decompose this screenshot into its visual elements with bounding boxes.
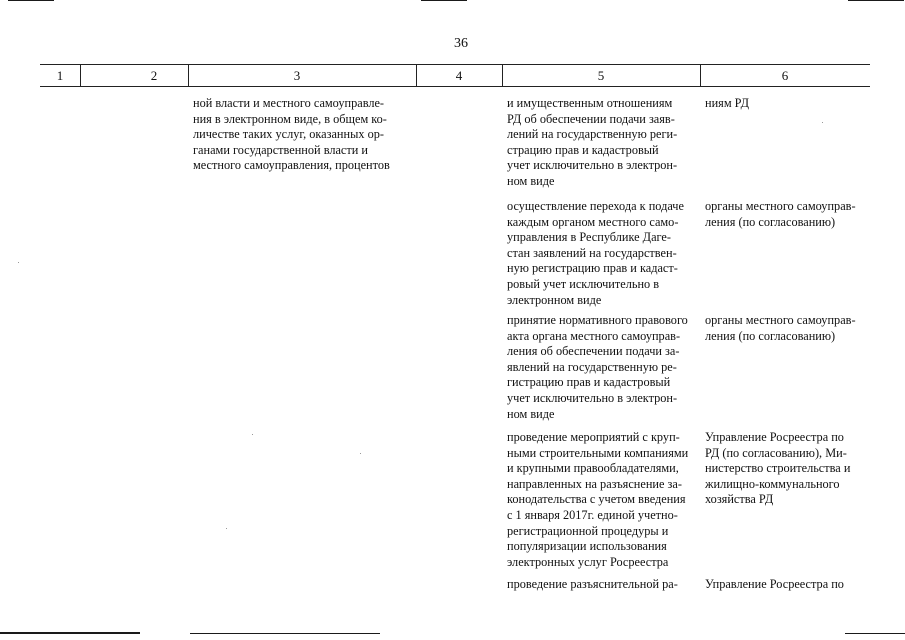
header-col-3: 3 bbox=[293, 68, 301, 83]
scan-speck bbox=[360, 453, 361, 454]
table-header-row bbox=[40, 64, 870, 87]
scan-edge-line-bottom bbox=[0, 632, 140, 634]
row-3-col-6-text: органы местного самоуправ- ления (по согласованию) bbox=[705, 313, 856, 343]
scan-edge-line-top-right bbox=[848, 0, 904, 1]
scan-speck bbox=[18, 262, 19, 263]
row-5-col-5-text: проведение разъяснительной ра- bbox=[507, 577, 678, 591]
header-col-4: 4 bbox=[455, 68, 463, 83]
row-5-col-6-text: Управление Росреестра по bbox=[705, 577, 844, 591]
scan-speck bbox=[252, 434, 253, 435]
scan-edge-line-bottom-right bbox=[845, 633, 905, 634]
header-col-1: 1 bbox=[56, 68, 64, 83]
scan-speck bbox=[822, 122, 823, 123]
scan-speck bbox=[226, 528, 227, 529]
scan-edge-line-top-mid bbox=[421, 0, 467, 1]
row-3-col-5-text: принятие нормативного правового акта органа местного самоуправ- ления об обеспечении подачи за- явлений на государственную ре- гистрацию прав и кадастровый учет исключительно в электрон- ном виде bbox=[507, 313, 688, 421]
header-col-5: 5 bbox=[597, 68, 605, 83]
row-4-col-5-text: проведение мероприятий с круп- ными строительными компаниями и крупными правообладателями, направленных на разъяснение за- конодательства с учетом введения с 1 января 2017г. единой учетно- регистрационной процедуры и популяризации использования электронных услуг Росреестра bbox=[507, 430, 689, 569]
header-col-6: 6 bbox=[781, 68, 789, 83]
row-2-col-5-text: осуществление перехода к подаче каждым органом местного само- управления в Республике Даге- стан заявлений на государствен- ную регистрацию прав и кадаст- ровый учет исключительно в электронном виде bbox=[507, 199, 684, 307]
page-number: 36 bbox=[454, 36, 468, 51]
scan-edge-line-top-left bbox=[8, 0, 54, 1]
row-4-col-6-text: Управление Росреестра по РД (по согласованию), Ми- нистерство строительства и жилищно-коммунального хозяйства РД bbox=[705, 430, 851, 507]
header-col-2: 2 bbox=[150, 68, 158, 83]
row-1-col-5-text: и имущественным отношениям РД об обеспечении подачи заяв- лений на государственную реги- страцию прав и кадастровый учет исключительно в электрон- ном виде bbox=[507, 96, 678, 188]
row-2-col-6-text: органы местного самоуправ- ления (по согласованию) bbox=[705, 199, 856, 229]
row-1-col-3-text: ной власти и местного самоуправле- ния в электронном виде, в общем ко- личестве таких услуг, оказанных ор- ганами государственной власти и местного самоуправления, процентов bbox=[193, 96, 390, 173]
scan-edge-line-bottom-mid bbox=[190, 633, 380, 634]
row-1-col-6-text: ниям РД bbox=[705, 96, 749, 110]
